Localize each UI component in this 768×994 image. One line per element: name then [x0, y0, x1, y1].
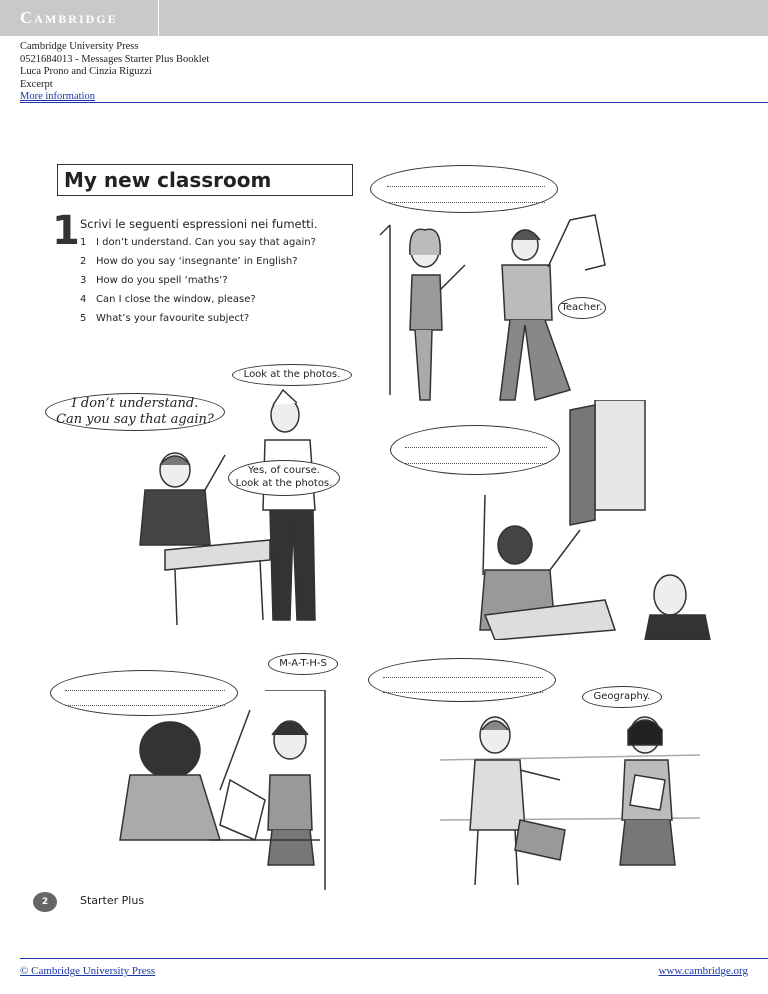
logo-divider [158, 0, 159, 36]
meta-authors: Luca Prono and Cinzia Riguzzi [20, 66, 152, 77]
speech-bubble-empty [370, 165, 558, 213]
speech-bubble-handwritten: I don’t understand. Can you say that again? [45, 393, 225, 431]
more-information-link[interactable]: More information [20, 91, 95, 102]
exercise-item: 4 Can I close the window, please? [80, 294, 256, 305]
page-title: My new classroom [64, 168, 272, 192]
exercise-number: 1 [52, 208, 80, 254]
page-title-box [57, 164, 353, 196]
speech-bubble-empty [390, 425, 560, 475]
exercise-instruction: Scrivi le seguenti espressioni nei fumetti. [80, 217, 318, 231]
cambridge-logo: Cambridge [20, 8, 118, 27]
speech-bubble-empty [50, 670, 238, 716]
illustration-spelling [80, 690, 340, 890]
speech-bubble-empty [368, 658, 556, 702]
exercise-item: 3 How do you spell ‘maths’? [80, 275, 228, 286]
exercise-item: 2 How do you say ‘insegnante’ in English? [80, 256, 298, 267]
header-divider [20, 102, 768, 103]
speech-bubble-look-photos: Look at the photos. [232, 364, 352, 386]
footer-divider [20, 958, 768, 959]
exercise-item: 5 What’s your favourite subject? [80, 313, 250, 324]
speech-bubble-maths: M-A-T-H-S [268, 653, 338, 675]
page-number: 2 [33, 892, 57, 912]
copyright-link[interactable]: © Cambridge University Press [20, 965, 156, 977]
speech-bubble-teacher: Teacher. [558, 297, 606, 319]
header-bar [0, 0, 768, 36]
meta-excerpt: Excerpt [20, 78, 53, 90]
website-link[interactable]: www.cambridge.org [658, 965, 748, 977]
speech-bubble-yes-of-course: Yes, of course. Look at the photos. [228, 460, 340, 496]
speech-bubble-geography: Geography. [582, 686, 662, 708]
meta-publisher: Cambridge University Press [20, 41, 139, 52]
illustration-geography [440, 700, 700, 885]
exercise-item: 1 I don’t understand. Can you say that again? [80, 237, 316, 248]
meta-isbn: 0521684013 - Messages Starter Plus Booklet [20, 53, 210, 65]
book-metadata [20, 41, 209, 104]
book-label: Starter Plus [80, 894, 145, 907]
